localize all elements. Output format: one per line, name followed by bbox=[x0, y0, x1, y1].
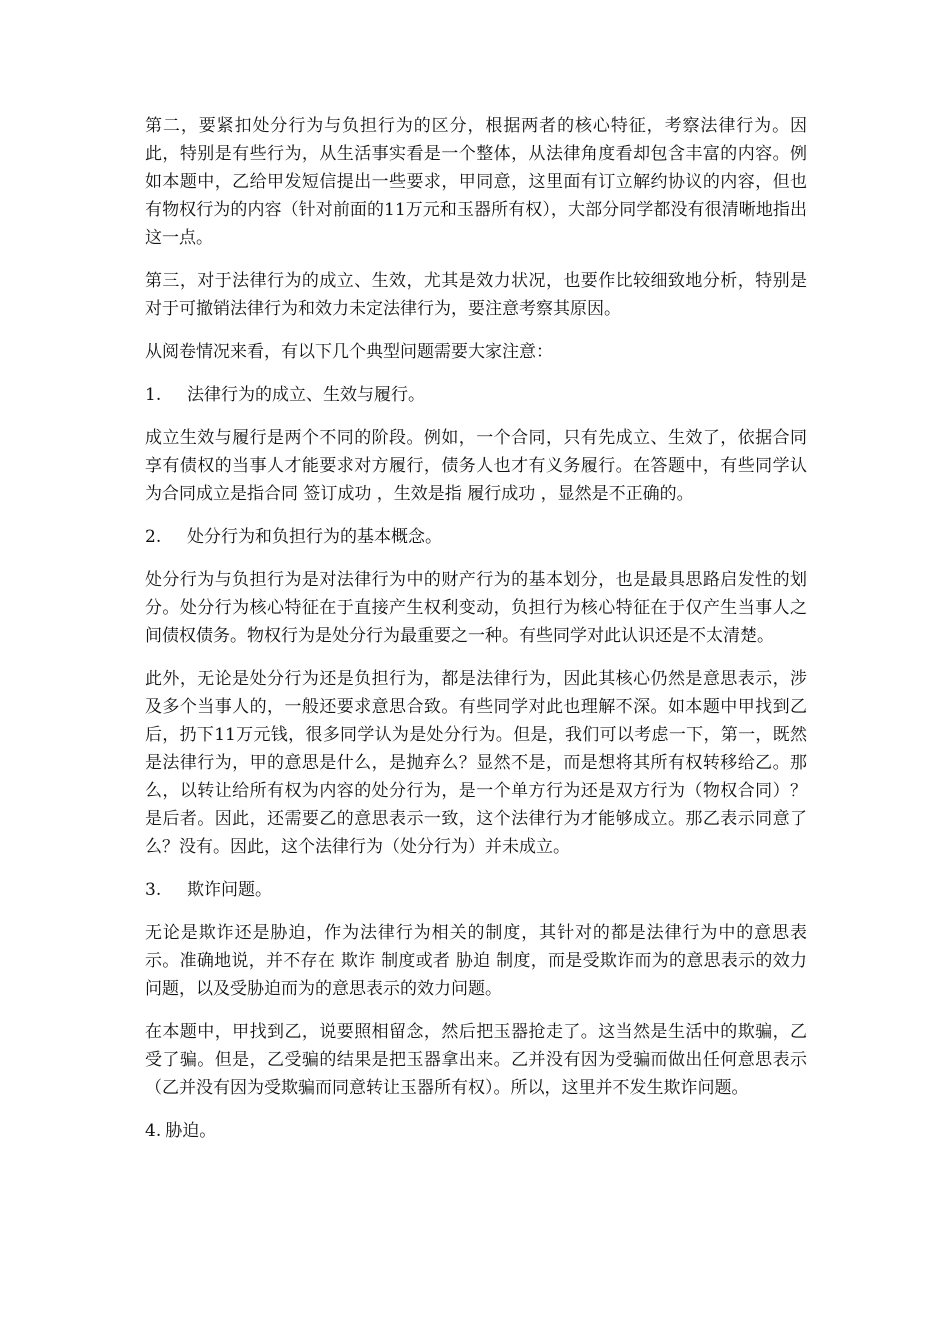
section-title: 欺诈问题。 bbox=[187, 880, 272, 900]
paragraph: 此外，无论是处分行为还是负担行为，都是法律行为，因此其核心仍然是意思表示，涉及多个当事人的，一般还要求意思合致。有些同学对此也理解不深。如本题中甲找到乙后，扔下11万元钱，很多同学认为是处分行为。但是，我们可以考虑一下，第一，既然是法律行为，甲的意思是什么，是抛弃么？显然不是，而是想将其所有权转移给乙。那么，以转让给所有权为内容的处分行为，是一个单方行为还是双方行为（物权合同）？是后者。因此，还需要乙的意思表示一致，这个法律行为才能够成立。那乙表示同意了么？没有。因此，这个法律行为（处分行为）并未成立。 bbox=[145, 669, 807, 857]
section-heading bbox=[145, 523, 807, 551]
paragraph: 无论是欺诈还是胁迫，作为法律行为相关的制度，其针对的都是法律行为中的意思表示。准确地说，并不存在 欺诈 制度或者 胁迫 制度，而是受欺诈而为的意思表示的效力问题，以及受胁迫而为的意思表示的效力问题。 bbox=[145, 923, 807, 999]
section-number: 1. bbox=[145, 385, 162, 405]
section-heading bbox=[145, 381, 807, 409]
paragraph: 第三，对于法律行为的成立、生效，尤其是效力状况，也要作比较细致地分析，特别是对于可撤销法律行为和效力未定法律行为，要注意考察其原因。 bbox=[145, 271, 807, 319]
section-title: 法律行为的成立、生效与履行。 bbox=[187, 385, 425, 405]
section-title: 处分行为和负担行为的基本概念。 bbox=[187, 527, 442, 547]
document-body bbox=[145, 112, 807, 1160]
section-number: 2. bbox=[145, 527, 162, 547]
paragraph: 第二，要紧扣处分行为与负担行为的区分，根据两者的核心特征，考察法律行为。因此，特别是有些行为，从生活事实看是一个整体，从法律角度看却包含丰富的内容。例如本题中，乙给甲发短信提出一些要求，甲同意，这里面有订立解约协议的内容，但也有物权行为的内容（针对前面的11万元和玉器所有权），大部分同学都没有很清晰地指出这一点。 bbox=[145, 116, 807, 248]
section-heading bbox=[145, 876, 807, 904]
paragraph: 成立生效与履行是两个不同的阶段。例如，一个合同，只有先成立、生效了，依据合同享有债权的当事人才能要求对方履行，债务人也才有义务履行。在答题中，有些同学认为合同成立是指合同 签订成功 ，生效是指 履行成功 ，显然是不正确的。 bbox=[145, 428, 807, 504]
section-number: 3. bbox=[145, 880, 162, 900]
paragraph: 处分行为与负担行为是对法律行为中的财产行为的基本划分，也是最具思路启发性的划分。处分行为核心特征在于直接产生权利变动，负担行为核心特征在于仅产生当事人之间债权债务。物权行为是处分行为最重要之一种。有些同学对此认识还是不太清楚。 bbox=[145, 570, 807, 646]
paragraph: 从阅卷情况来看，有以下几个典型问题需要大家注意： bbox=[145, 342, 553, 362]
section-number: 4. bbox=[145, 1121, 162, 1141]
section-heading bbox=[145, 1117, 807, 1145]
paragraph: 在本题中，甲找到乙，说要照相留念，然后把玉器抢走了。这当然是生活中的欺骗，乙受了骗。但是，乙受骗的结果是把玉器拿出来。乙并没有因为受骗而做出任何意思表示（乙并没有因为受欺骗而同意转让玉器所有权）。所以，这里并不发生欺诈问题。 bbox=[145, 1022, 807, 1098]
section-title: 胁迫。 bbox=[165, 1121, 217, 1141]
